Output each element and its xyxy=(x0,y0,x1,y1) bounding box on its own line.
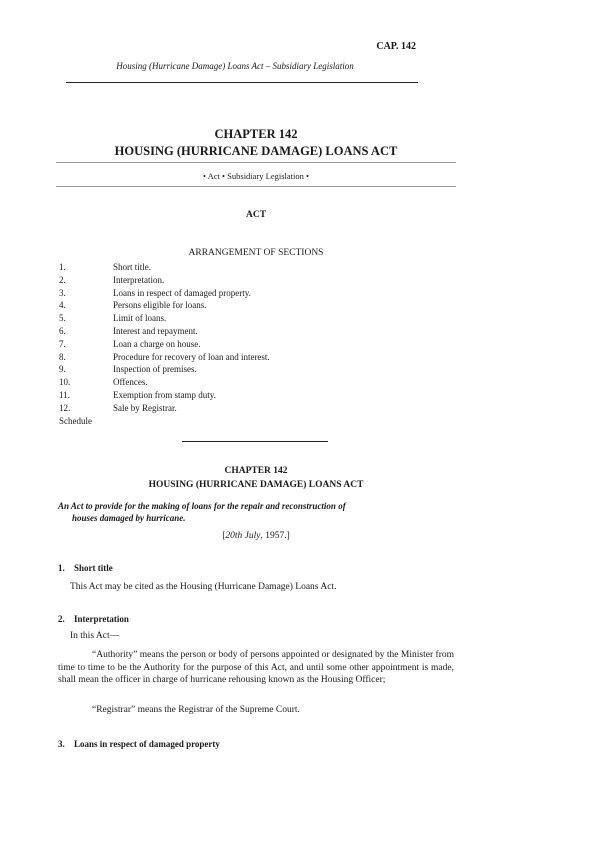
section-3-heading: 3. Loans in respect of damaged property xyxy=(58,739,220,749)
toc-entry[interactable] xyxy=(59,338,201,351)
definition-authority: “Authority” means the person or body of persons appointed or designated by the Minister from time to time to be the Authority for the purpose of this Act, and until some other appointment is made, shall mean the officer in charge of hurricane rehousing known as the Housing Officer; xyxy=(58,650,454,685)
commencement-date-value: 20th July xyxy=(225,531,261,541)
toc-label: Persons eligible for loans. xyxy=(113,300,207,311)
nav-bullet: • xyxy=(306,171,309,181)
toc-entry[interactable] xyxy=(59,261,151,274)
nav-bullet: • xyxy=(203,171,206,181)
toc-label: Loan a charge on house. xyxy=(113,338,201,349)
toc-entry[interactable] xyxy=(59,299,207,312)
toc-label: Limit of loans. xyxy=(113,313,167,324)
toc-number: 1. xyxy=(59,262,66,272)
cap-number: CAP. 142 xyxy=(376,41,416,52)
nav-rule-bottom xyxy=(56,186,456,187)
toc-label: Sale by Registrar. xyxy=(113,402,177,413)
toc-number: 6. xyxy=(59,325,66,336)
section-2-heading: 2. Interpretation xyxy=(58,614,129,624)
toc-number: 11. xyxy=(59,389,70,400)
toc-label: Inspection of premises. xyxy=(113,364,197,375)
section-nav xyxy=(56,171,456,181)
table-of-contents xyxy=(59,261,270,427)
chapter-title-line1: CHAPTER 142 xyxy=(214,127,298,141)
long-title xyxy=(58,500,454,524)
commencement-date: [20th July, 1957.] xyxy=(222,531,290,541)
section-2-intro: In this Act— xyxy=(70,631,120,641)
section-1-text: This Act may be cited as the Housing (Hurricane Damage) Loans Act. xyxy=(70,582,337,592)
toc-entry[interactable] xyxy=(59,376,148,389)
toc-entry[interactable] xyxy=(59,312,167,325)
toc-label: Interest and repayment. xyxy=(113,325,198,336)
toc-entry[interactable] xyxy=(59,363,197,376)
arrangement-heading: ARRANGEMENT OF SECTIONS xyxy=(188,248,324,258)
act-title xyxy=(56,464,456,492)
toc-label: Procedure for recovery of loan and interest. xyxy=(113,351,270,362)
toc-entry[interactable] xyxy=(59,325,198,338)
toc-number: 9. xyxy=(59,364,66,375)
chapter-title-line2: HOUSING (HURRICANE DAMAGE) LOANS ACT xyxy=(114,144,398,158)
toc-number: 2. xyxy=(59,274,66,285)
toc-entry[interactable] xyxy=(59,389,216,402)
toc-entry[interactable] xyxy=(59,351,270,364)
toc-number: 3. xyxy=(59,287,66,298)
toc-number: 7. xyxy=(59,338,66,349)
toc-label: Exemption from stamp duty. xyxy=(113,389,216,400)
nav-link-act[interactable]: Act xyxy=(207,171,220,181)
toc-entry[interactable] xyxy=(59,287,251,300)
long-title-line1: An Act to provide for the making of loans for the repair and reconstruction of xyxy=(58,501,346,511)
toc-entry[interactable] xyxy=(59,402,177,415)
toc-schedule[interactable]: Schedule xyxy=(59,415,92,426)
nav-rule-top xyxy=(56,162,456,163)
definition-registrar: “Registrar” means the Registrar of the Supreme Court. xyxy=(92,705,300,715)
nav-bullet: • xyxy=(222,171,226,181)
toc-label: Short title. xyxy=(113,262,151,272)
section-divider xyxy=(182,441,328,442)
header-rule xyxy=(66,82,418,83)
running-header: Housing (Hurricane Damage) Loans Act – Subsidiary Legislation xyxy=(116,61,354,71)
act-heading: ACT xyxy=(245,210,267,220)
toc-number: 5. xyxy=(59,313,66,324)
toc-label: Interpretation. xyxy=(113,274,165,285)
toc-number: 12. xyxy=(59,402,71,413)
nav-link-subsidiary-legislation[interactable]: Subsidiary Legislation xyxy=(227,171,304,181)
toc-entry[interactable] xyxy=(59,274,165,287)
toc-label: Loans in respect of damaged property. xyxy=(113,287,251,298)
toc-number: 10. xyxy=(59,377,71,388)
section-1-heading: 1. Short title xyxy=(58,563,113,573)
long-title-line2: houses damaged by hurricane. xyxy=(72,513,186,523)
chapter-title xyxy=(56,126,456,160)
act-title-line2: HOUSING (HURRICANE DAMAGE) LOANS ACT xyxy=(148,480,364,490)
toc-number: 8. xyxy=(59,351,66,362)
act-title-line1: CHAPTER 142 xyxy=(224,466,288,476)
toc-number: 4. xyxy=(59,300,66,311)
toc-label: Offences. xyxy=(113,377,148,388)
